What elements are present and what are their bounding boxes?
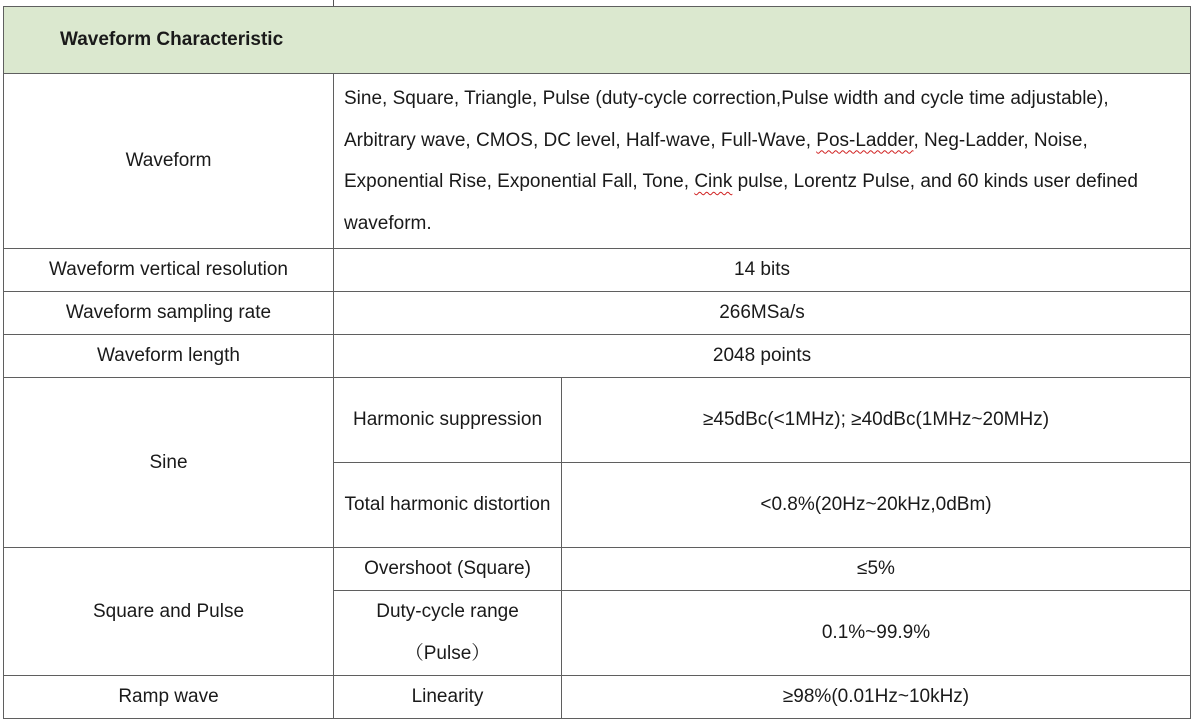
- section-header-row: [4, 7, 1191, 74]
- table-row-vertical-resolution: [4, 249, 1191, 292]
- waveform-text-b: , Neg-Ladder, Noise, Exponential Rise, Exponential Fall, Tone,: [344, 129, 1088, 192]
- sub-label-harmonic-suppression: Harmonic suppression: [334, 378, 562, 463]
- spec-table: [3, 6, 1191, 719]
- table-row-sampling-rate: [4, 292, 1191, 335]
- row-label-sampling-rate: Waveform sampling rate: [4, 292, 334, 335]
- table-row-ramp: [4, 676, 1191, 719]
- row-value-length: 2048 points: [334, 335, 1191, 378]
- row-label-ramp: Ramp wave: [4, 676, 334, 719]
- row-label-sine: Sine: [4, 378, 334, 548]
- table-row-sine-harmonic: [4, 378, 1191, 463]
- row-value-sampling-rate: 266MSa/s: [334, 292, 1191, 335]
- table-row-square-overshoot: [4, 548, 1191, 591]
- sub-label-overshoot: Overshoot (Square): [334, 548, 562, 591]
- value-overshoot: ≤5%: [562, 548, 1191, 591]
- row-label-length: Waveform length: [4, 335, 334, 378]
- sub-label-duty-cycle: Duty-cycle range （Pulse）: [334, 591, 562, 676]
- waveform-text-cink: Cink: [694, 171, 733, 192]
- table-row-length: [4, 335, 1191, 378]
- waveform-text-c: pulse, Lorentz Pulse, and 60 kinds user defined waveform.: [344, 171, 1138, 234]
- value-duty-cycle: 0.1%~99.9%: [562, 591, 1191, 676]
- row-label-waveform: Waveform: [4, 74, 334, 249]
- table-row-waveform: [4, 74, 1191, 249]
- value-harmonic-suppression: ≥45dBc(<1MHz); ≥40dBc(1MHz~20MHz): [562, 378, 1191, 463]
- row-value-vertical-resolution: 14 bits: [334, 249, 1191, 292]
- value-thd: <0.8%(20Hz~20kHz,0dBm): [562, 463, 1191, 548]
- section-title: Waveform Characteristic: [4, 7, 1191, 74]
- waveform-text-a: Sine, Square, Triangle, Pulse (duty-cycle correction,Pulse width and cycle time adjustable), Arbitrary wave, CMOS, DC level, Half-wave, Full-Wave,: [344, 88, 1109, 151]
- sub-label-linearity: Linearity: [334, 676, 562, 719]
- waveform-list-cell: [334, 74, 1191, 249]
- waveform-text-pos-ladder: Pos-Ladder: [816, 129, 914, 151]
- row-label-vertical-resolution: Waveform vertical resolution: [4, 249, 334, 292]
- sub-label-thd: Total harmonic distortion: [334, 463, 562, 548]
- row-label-square-pulse: Square and Pulse: [4, 548, 334, 676]
- value-linearity: ≥98%(0.01Hz~10kHz): [562, 676, 1191, 719]
